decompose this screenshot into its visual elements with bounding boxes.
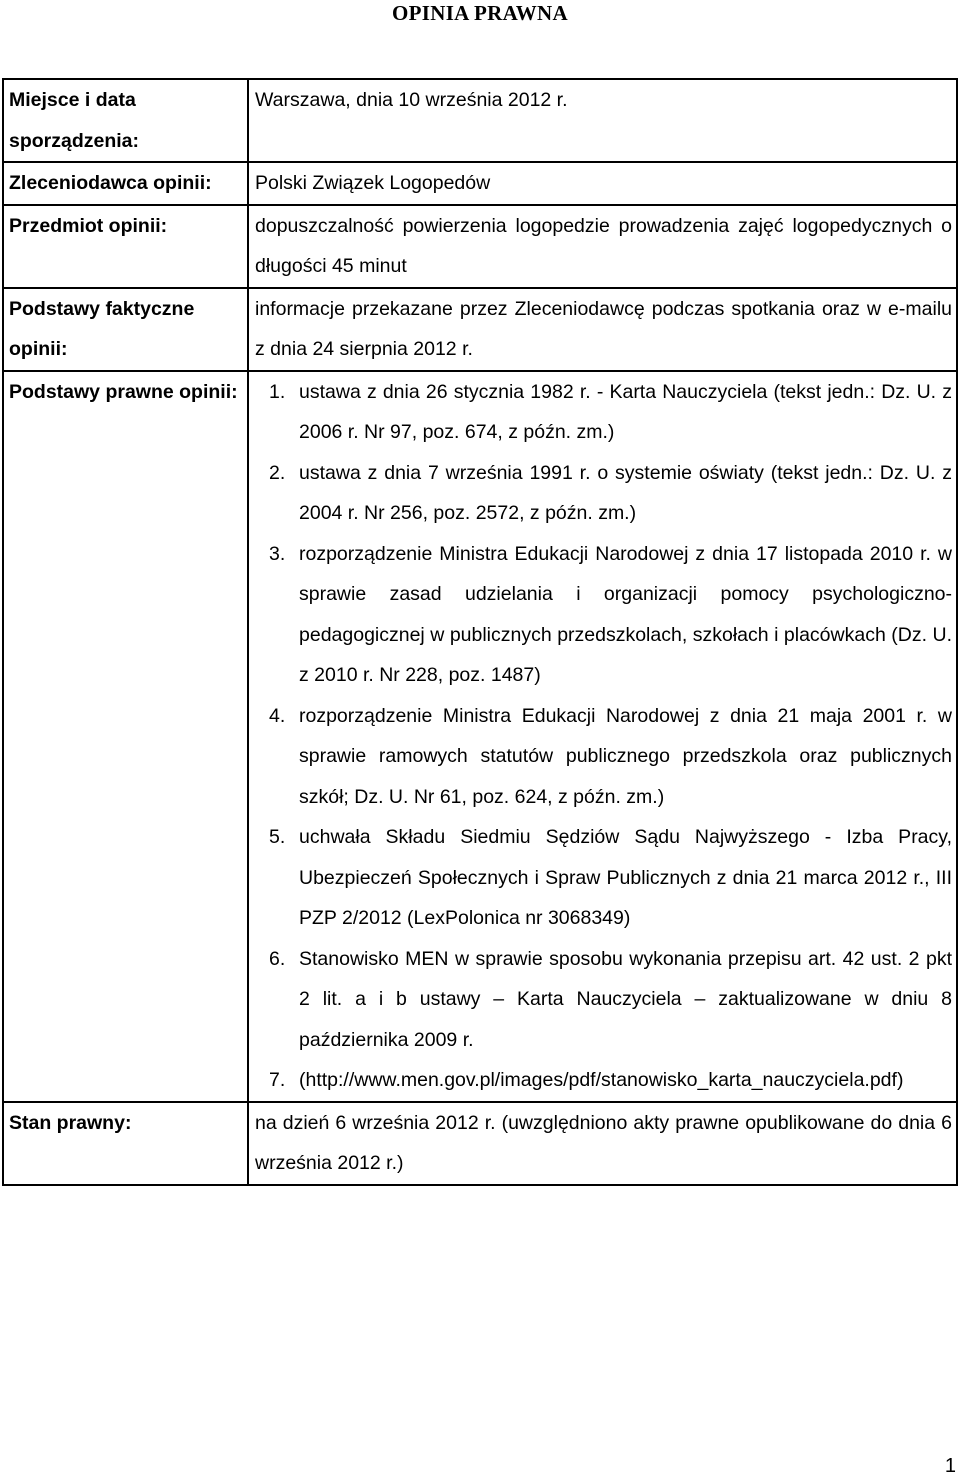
table-row	[3, 1102, 957, 1185]
item-text: rozporządzenie Ministra Edukacji Narodowej z dnia 17 listopada 2010 r. w sprawie zasad udzielania i organizacji pomocy psychologiczno-pedagogicznej w publicznych przedszkolach, szkołach i placówkach (Dz. U. z 2010 r. Nr 228, poz. 1487)	[299, 542, 952, 686]
label-zleceniodawca: Zleceniodawca opinii:	[3, 162, 248, 205]
item-number: 7.	[269, 1069, 286, 1091]
list-item	[269, 453, 952, 534]
value-stan: na dzień 6 września 2012 r. (uwzględniono akty prawne opublikowane do dnia 6 września 2012 r.)	[248, 1102, 957, 1185]
list-item	[269, 696, 952, 818]
list-item	[269, 939, 952, 1061]
label-faktyczne: Podstawy faktyczne opinii:	[3, 288, 248, 371]
list-item	[269, 817, 952, 939]
item-number: 3.	[269, 542, 286, 565]
item-text: uchwała Składu Siedmiu Sędziów Sądu Najwyższego - Izba Pracy, Ubezpieczeń Społecznych i Spraw Publicznych z dnia 21 marca 2012 r., III PZP 2/2012 (LexPolonica nr 3068349)	[299, 826, 952, 929]
item-number: 4.	[269, 704, 286, 727]
value-przedmiot: dopuszczalność powierzenia logopedzie prowadzenia zajęć logopedycznych o długości 45 minut	[248, 205, 957, 288]
page-number: 1	[944, 1455, 956, 1477]
item-text: rozporządzenie Ministra Edukacji Narodowej z dnia 21 maja 2001 r. w sprawie ramowych statutów publicznego przedszkola oraz publicznych szkół; Dz. U. Nr 61, poz. 624, z późn. zm.)	[299, 704, 952, 808]
table-row	[3, 288, 957, 371]
table-row	[3, 371, 957, 1102]
item-number: 5.	[269, 826, 286, 848]
list-item	[269, 1060, 952, 1101]
table-row	[3, 162, 957, 205]
opinion-info-table	[2, 78, 958, 1186]
table-row	[3, 79, 957, 162]
item-text: ustawa z dnia 7 września 1991 r. o systemie oświaty (tekst jedn.: Dz. U. z 2004 r. Nr 256, poz. 2572, z późn. zm.)	[299, 461, 952, 524]
table-row	[3, 205, 957, 288]
label-miejsce: Miejsce i data sporządzenia:	[3, 79, 248, 162]
label-przedmiot: Przedmiot opinii:	[3, 205, 248, 288]
item-text: (http://www.men.gov.pl/images/pdf/stanowisko_karta_nauczyciela.pdf)	[299, 1069, 904, 1091]
value-faktyczne: informacje przekazane przez Zleceniodawcę podczas spotkania oraz w e-mailu z dnia 24 sierpnia 2012 r.	[248, 288, 957, 371]
list-item	[269, 534, 952, 696]
item-number: 6.	[269, 947, 286, 970]
value-zleceniodawca: Polski Związek Logopedów	[248, 162, 957, 205]
value-prawne	[248, 371, 957, 1102]
value-miejsce: Warszawa, dnia 10 września 2012 r.	[248, 79, 957, 162]
document-title: OPINIA PRAWNA	[392, 1, 568, 25]
item-text: Stanowisko MEN w sprawie sposobu wykonania przepisu art. 42 ust. 2 pkt 2 lit. a i b ustawy – Karta Nauczyciela – zaktualizowane w dniu 8 października 2009 r.	[299, 947, 952, 1051]
item-number: 2.	[269, 461, 286, 484]
legal-basis-list	[255, 372, 952, 1101]
label-prawne: Podstawy prawne opinii:	[3, 371, 248, 1102]
item-number: 1.	[269, 380, 286, 403]
label-stan: Stan prawny:	[3, 1102, 248, 1185]
list-item	[269, 372, 952, 453]
item-text: ustawa z dnia 26 stycznia 1982 r. - Karta Nauczyciela (tekst jedn.: Dz. U. z 2006 r. Nr 97, poz. 674, z późn. zm.)	[299, 380, 952, 443]
